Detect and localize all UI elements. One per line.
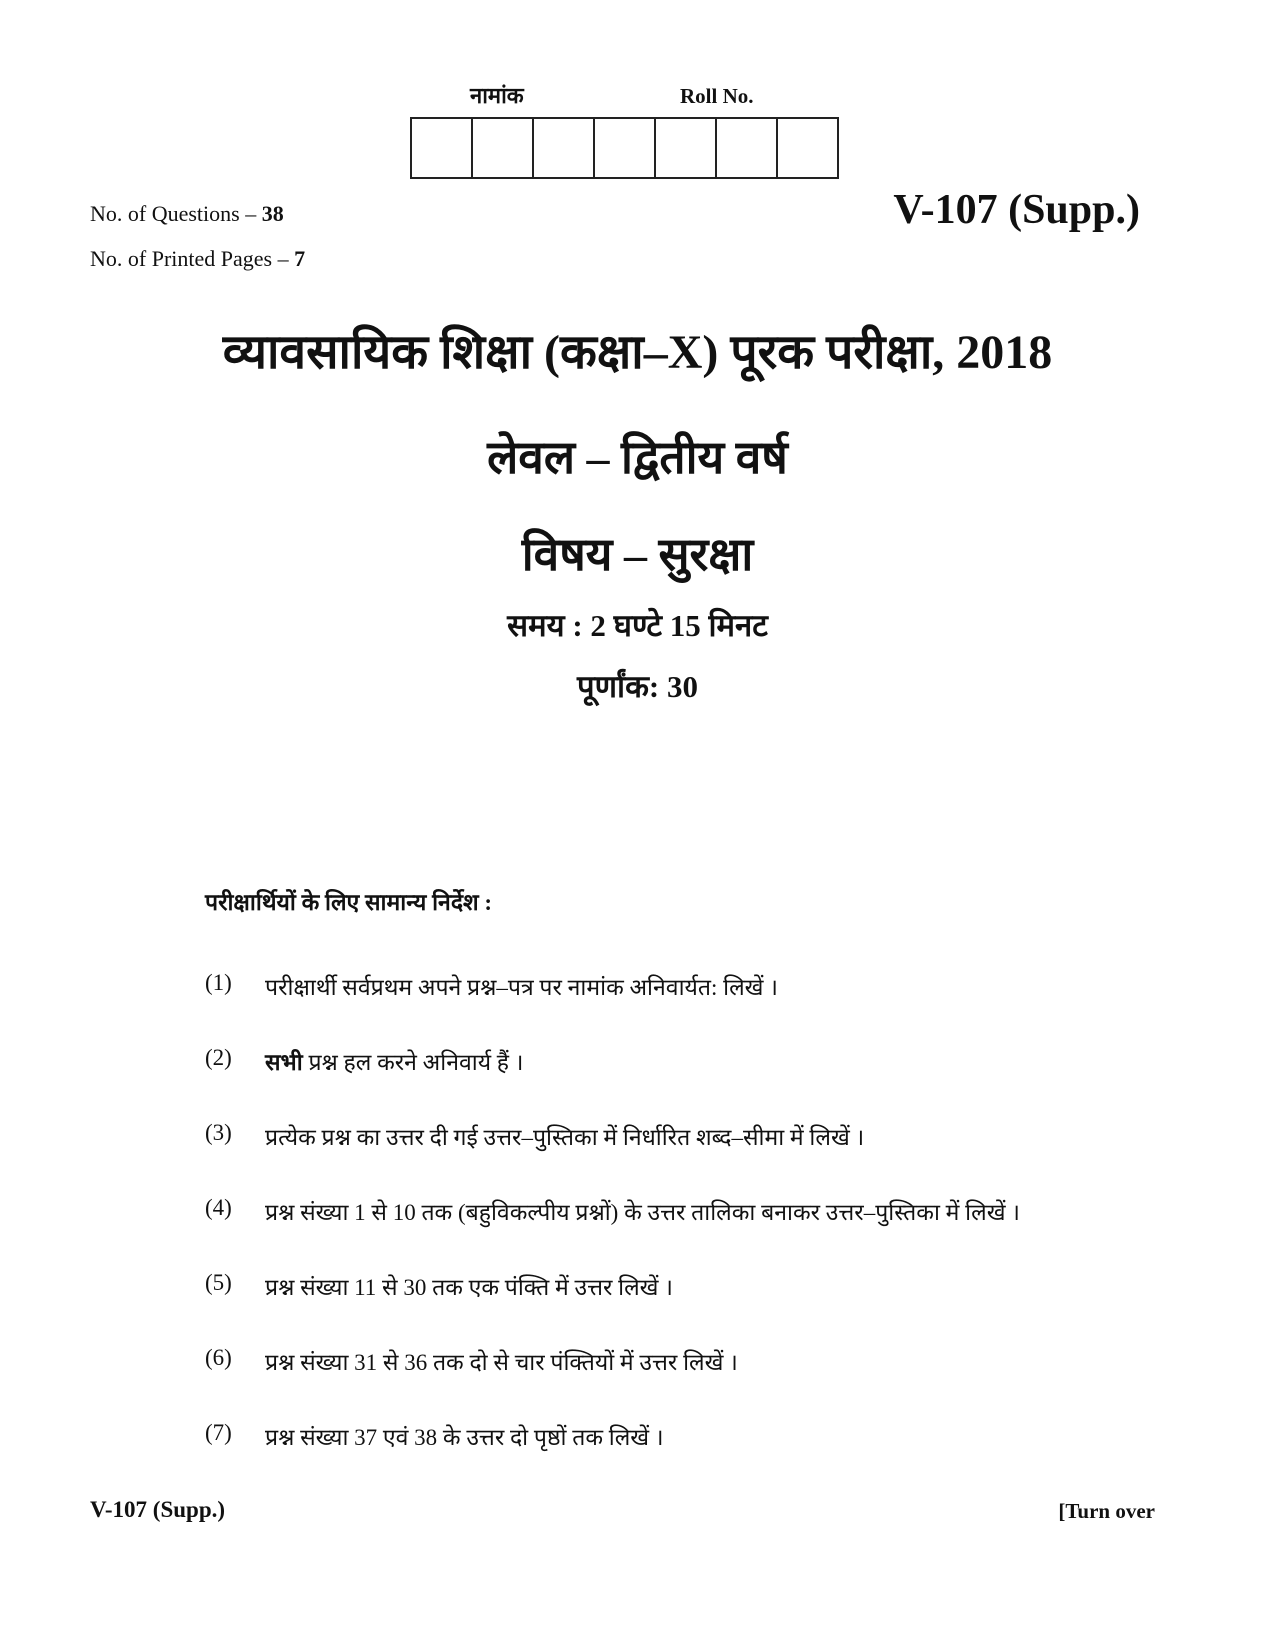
roll-number-cell[interactable] bbox=[656, 119, 717, 177]
exam-max-marks: पूर्णांक: 30 bbox=[577, 669, 698, 704]
instruction-number: (2) bbox=[205, 1045, 232, 1070]
number-of-questions bbox=[90, 201, 284, 227]
instruction-number: (4) bbox=[205, 1195, 232, 1220]
exam-time: समय : 2 घण्टे 15 मिनट bbox=[507, 608, 768, 643]
roll-number-labels bbox=[470, 80, 790, 110]
exam-level: लेवल – द्वितीय वर्ष bbox=[487, 432, 788, 483]
instruction-body: प्रश्न संख्या 31 से 36 तक दो से चार पंक्तियों में उत्तर लिखें । bbox=[265, 1350, 738, 1375]
turn-over-note: [Turn over bbox=[1058, 1499, 1155, 1523]
instruction-text bbox=[265, 1420, 664, 1452]
instruction-emphasis: सभी bbox=[265, 1050, 303, 1075]
instruction-text bbox=[265, 1270, 673, 1302]
instruction-text bbox=[265, 1195, 1020, 1227]
instructions-heading: परीक्षार्थियों के लिए सामान्य निर्देश : bbox=[205, 890, 493, 915]
instruction-item bbox=[205, 1270, 1020, 1345]
instruction-item bbox=[205, 1120, 1020, 1195]
instruction-body: प्रश्न संख्या 1 से 10 तक (बहुविकल्पीय प्रश्नों) के उत्तर तालिका बनाकर उत्तर–पुस्तिका में लिखें । bbox=[265, 1200, 1020, 1225]
instruction-item bbox=[205, 1420, 1020, 1495]
instruction-number: (3) bbox=[205, 1120, 232, 1145]
printed-pages-value: 7 bbox=[294, 246, 306, 271]
footer-paper-code: V-107 (Supp.) bbox=[90, 1497, 226, 1522]
number-of-printed-pages bbox=[90, 246, 305, 272]
num-questions-label: No. of Questions – bbox=[90, 201, 257, 226]
paper-code: V-107 (Supp.) bbox=[893, 187, 1140, 233]
instruction-text bbox=[265, 970, 778, 1002]
exam-subject: विषय – सुरक्षा bbox=[521, 529, 754, 580]
instruction-body: परीक्षार्थी सर्वप्रथम अपने प्रश्न–पत्र पर नामांक अनिवार्यत: लिखें । bbox=[265, 975, 778, 1000]
instruction-text bbox=[265, 1045, 524, 1077]
instruction-number: (7) bbox=[205, 1420, 232, 1445]
num-questions-value: 38 bbox=[261, 201, 284, 226]
instruction-body: प्रश्न संख्या 11 से 30 तक एक पंक्ति में उत्तर लिखें । bbox=[265, 1275, 673, 1300]
instruction-number: (1) bbox=[205, 970, 232, 995]
exam-title: व्यावसायिक शिक्षा (कक्षा–X) पूरक परीक्षा, 2018 bbox=[222, 326, 1053, 379]
roll-label-hindi: नामांक bbox=[470, 83, 524, 108]
roll-number-cell[interactable] bbox=[473, 119, 534, 177]
roll-number-cell[interactable] bbox=[534, 119, 595, 177]
instruction-body: प्रत्येक प्रश्न का उत्तर दी गई उत्तर–पुस्तिका में निर्धारित शब्द–सीमा में लिखें । bbox=[265, 1125, 865, 1150]
instruction-body: प्रश्न हल करने अनिवार्य हैं । bbox=[302, 1050, 524, 1075]
instruction-number: (6) bbox=[205, 1345, 232, 1370]
instruction-item bbox=[205, 1045, 1020, 1120]
printed-pages-label: No. of Printed Pages – bbox=[90, 246, 289, 271]
instruction-item bbox=[205, 1345, 1020, 1420]
instruction-item bbox=[205, 1195, 1020, 1270]
roll-number-cell[interactable] bbox=[412, 119, 473, 177]
instruction-text bbox=[265, 1120, 864, 1152]
roll-label-english: Roll No. bbox=[680, 84, 754, 108]
instruction-text bbox=[265, 1345, 738, 1377]
instructions-list bbox=[205, 970, 1020, 1495]
instruction-number: (5) bbox=[205, 1270, 232, 1295]
roll-number-cell[interactable] bbox=[778, 119, 839, 177]
roll-number-boxes bbox=[410, 117, 839, 179]
instruction-item bbox=[205, 970, 1020, 1045]
roll-number-cell[interactable] bbox=[717, 119, 778, 177]
instruction-body: प्रश्न संख्या 37 एवं 38 के उत्तर दो पृष्ठों तक लिखें । bbox=[265, 1425, 664, 1450]
roll-number-cell[interactable] bbox=[595, 119, 656, 177]
